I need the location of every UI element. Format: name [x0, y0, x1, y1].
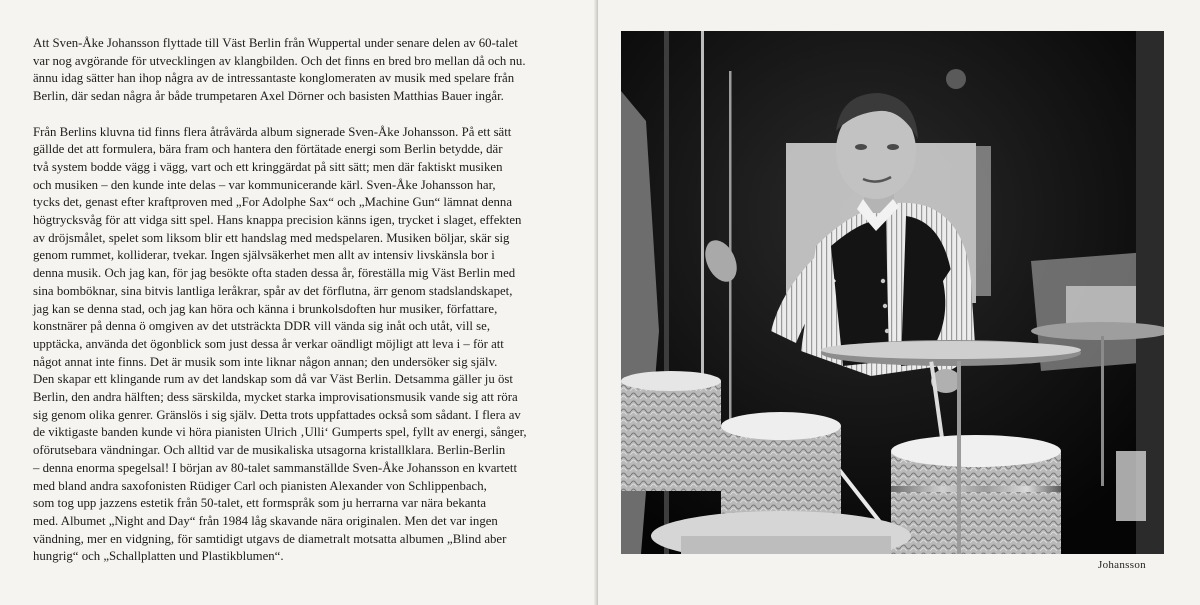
- text-line: av dröjsmålet, spelet som liksom blir ett handslag med medspelaren. Musiken böljar, skär sig: [33, 230, 510, 245]
- text-line: oförutsebara vändningar. Och alltid var de musikaliska utsagorna kristallklara. Berlin-Berlin: [33, 443, 506, 458]
- paragraph-1: [33, 35, 581, 106]
- text-line: något annat inte finns. Det är musik som inte liknar någon annan; den undersöker sig själv.: [33, 354, 498, 369]
- left-page: [0, 0, 597, 605]
- text-line: högtrycksvåg för att vidga sitt spel. Hans knappa precision känns igen, trycket i slaget, effekten: [33, 213, 522, 228]
- text-line: upptäcka, använda det ögonblick som just dessa år verkar oändligt möjligt att leva i – för att: [33, 336, 504, 351]
- text-line: tycks det, genast efter kraftproven med „For Adolphe Sax“ och „Machine Gun“ lämnat denna: [33, 195, 513, 210]
- drummer-photo: [621, 31, 1164, 554]
- text-line: genom rummet, kolliderar, tvekar. Ingen självsäkerhet men allt av intensiv livskänsla bor i: [33, 248, 495, 263]
- paragraph-2: [33, 124, 581, 567]
- text-line: som tog upp jazzens estetik från 50-talet, ett formspråk som ju herrarna var nära bekanta: [33, 496, 487, 511]
- text-line: jag kan se denna stad, och jag kan höra och känna i brunkolsdoften hur musiker, författare,: [33, 301, 498, 316]
- text-line: hungrig“ och „Schallplatten und Plastikblumen“.: [33, 549, 284, 564]
- text-line: Att Sven-Åke Johansson flyttade till Väst Berlin från Wuppertal under senare delen av 60-talet: [33, 36, 518, 50]
- article-text: [33, 35, 581, 584]
- text-line: sina bomböknar, sina bitvis lantliga leråkrar, spår av det förflutna, ärr genom stadslandskapet,: [33, 283, 513, 298]
- text-line: – denna enorma spegelsal! I början av 80-talet sammanställde Sven-Åke Johansson en kvartett: [33, 460, 518, 475]
- text-line: Den skapar ett klingande rum av det landskap som då var Väst Berlin. Detsamma gäller ju öst: [33, 372, 513, 387]
- text-line: vändning, mer en vidgning, för samtidigt utgavs de diametralt motsatta albumen „Blind aber: [33, 531, 507, 546]
- text-line: Från Berlins kluvna tid finns flera åtråvärda album signerade Sven-Åke Johansson. På ett sätt: [33, 124, 512, 139]
- text-line: med bland andra saxofonisten Rüdiger Carl och pianisten Alexander von Schlippenbach,: [33, 478, 487, 493]
- text-line: med. Albumet „Night and Day“ från 1984 låg skavande nära originalen. Men det var ingen: [33, 513, 498, 528]
- text-line: konstnärer på denna ö omgiven av det utsträckta DDR vill vända sig inåt och utåt, vill se,: [33, 319, 491, 334]
- text-line: två system bodde vägg i vägg, vart och ett kringgärdat på sitt sätt; men där faktiskt musiken: [33, 159, 503, 174]
- text-line: Berlin, den andra hälften; dess särskilda, mycket starka improvisationsmusik vande sig att röra: [33, 390, 518, 405]
- text-line: ännu idag sätter han ihop några av de intressantaste konglomeraten av musik med spelare från: [33, 71, 515, 86]
- text-line: denna musik. Och jag kan, för jag besökte ofta staden dessa år, föreställa mig Väst Berlin med: [33, 266, 516, 281]
- text-line: var nog avgörande för utvecklingen av klangbilden. Och det finns en bred bro mellan då och nu.: [33, 53, 526, 68]
- text-line: gällde det att formulera, bära fram och hantera den förtätade energi som Berlin betydde, där: [33, 142, 503, 157]
- text-line: och musiken – den kunde inte delas – var kommunicerande kärl. Sven-Åke Johansson har,: [33, 177, 496, 192]
- text-line: sig genom olika genrer. Gränslös i sig själv. Detta trots uppfattades också som sådant. I flera av: [33, 407, 521, 422]
- photo-caption: Johansson: [1098, 559, 1146, 571]
- text-line: Berlin, där sedan några år både trumpetaren Axel Dörner och basisten Matthias Bauer ingår.: [33, 89, 504, 104]
- text-line: de viktigaste banden kunde vi höra pianisten Ulrich ‚Ulli‘ Gumperts spel, fyllt av energi, sånger,: [33, 425, 527, 440]
